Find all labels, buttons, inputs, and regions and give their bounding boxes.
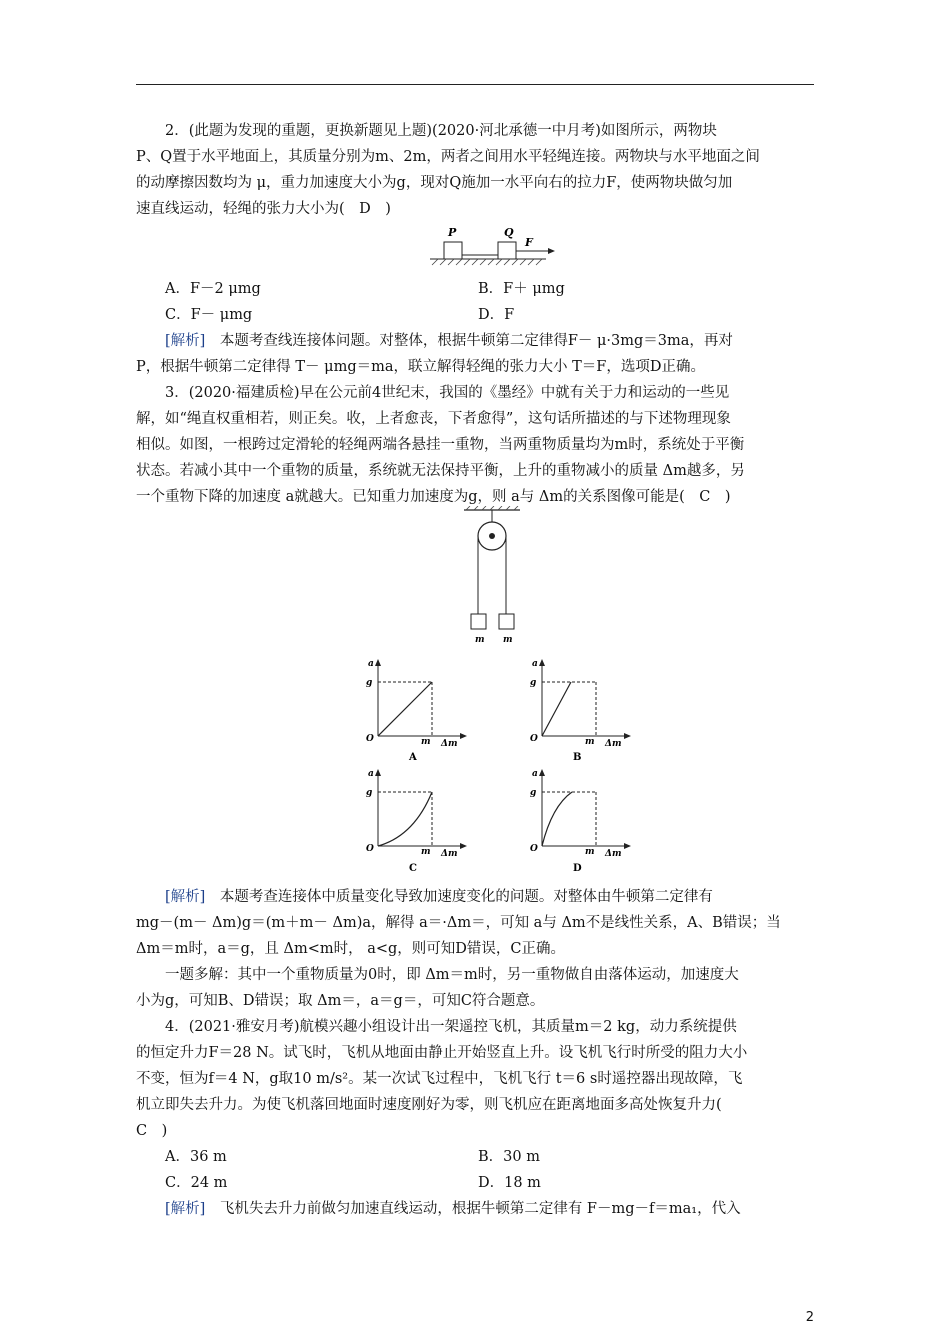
graph-b-label: B [573,752,582,763]
svg-text:m: m [421,737,431,747]
q2-line-2: P、Q置于水平地面上，其质量分别为m、2m，两者之间用水平轻绳连接。两物块与水平地面之间 [136,149,760,165]
q3-line-4: 状态。若减小其中一个重物的质量，系统就无法保持平衡，上升的重物减小的质量 Δm越多，另 [136,463,745,479]
svg-text:g: g [366,788,373,798]
q2-line-1: 2．(此题为发现的重题，更换新题见上题)(2020·河北承德一中月考)如图所示，两物块 [165,123,717,139]
svg-text:m: m [585,737,595,747]
svg-text:Δm: Δm [441,849,458,859]
q2-explain-line-2: P，根据牛顿第二定律得 T－ μmg＝ma，联立解得轻绳的张力大小 T＝F，选项D正确。 [136,359,705,375]
force-f-label: F [525,236,533,249]
q3-more-line-1: 一题多解：其中一个重物质量为0时，即 Δm＝m时，另一重物做自由落体运动，加速度大 [165,967,739,983]
q4-line-2: 的恒定升力F＝28 N。试飞时，飞机从地面由静止开始竖直上升。设飞机飞行时所受的阻力大小 [136,1045,748,1061]
q3-explain-line-2: mg－(m－ Δm)g＝(m＋m－ Δm)a，解得 a＝·Δm＝，可知 a与 Δm不是线性关系，A、B错误；当 [136,915,781,931]
q2-blocks-figure [428,224,558,274]
graph-a [362,656,472,764]
block-q-label: Q [504,226,514,239]
block-p [444,242,462,259]
q2-line-4: 速直线运动，轻绳的张力大小为( D ) [136,201,391,217]
svg-text:Δm: Δm [605,849,622,859]
graph-a-label: A [409,752,417,763]
block-q [498,242,516,259]
q4-line-5: C ) [136,1123,168,1139]
svg-text:g: g [366,678,373,688]
graph-d-curve [542,792,572,846]
q4-option-c: C．24 m [165,1175,228,1191]
q4-explain-tag: [解析] [165,1201,206,1217]
header-rule [136,84,814,85]
q4-explain-line-1: [解析] 飞机失去升力前做匀加速直线运动，根据牛顿第二定律有 F－mg－f＝ma₁，代入 [165,1201,741,1217]
block-p-label: P [448,226,457,239]
q2-option-c: C．F－ μmg [165,307,253,323]
svg-text:O: O [530,844,538,854]
q2-options-row-2 [136,302,843,328]
weight-left [471,614,486,629]
graph-c-curve [378,792,432,846]
svg-text:m: m [585,847,595,857]
q3-explain-line-1: [解析] 本题考查连接体中质量变化导致加速度变化的问题。对整体由牛顿第二定律有 [165,889,713,905]
svg-text:a: a [368,769,374,779]
svg-text:m: m [421,847,431,857]
svg-text:O: O [366,734,374,744]
svg-text:O: O [530,734,538,744]
q3-pulley-figure [462,506,522,648]
page-number: 2 [805,1310,814,1325]
svg-text:a: a [532,659,538,669]
svg-text:g: g [530,788,537,798]
q3-line-3: 相似。如图，一根跨过定滑轮的轻绳两端各悬挂一重物，当两重物质量均为m时，系统处于平衡 [136,437,745,453]
svg-text:O: O [366,844,374,854]
q4-option-d: D．18 m [478,1175,541,1191]
q4-option-a: A．36 m [165,1149,227,1165]
q3-line-2: 解，如“绳直权重相若，则正矣。收，上者愈丧，下者愈得”，这句话所描述的与下述物理现象 [136,411,731,427]
q3-explain-tag: [解析] [165,889,206,905]
svg-text:Δm: Δm [441,739,458,749]
q2-options-row-1 [136,276,843,302]
q3-more-line-2: 小为g，可知B、D错误；取 Δm＝，a＝g＝，可知C符合题意。 [136,993,545,1009]
svg-text:a: a [368,659,374,669]
q2-option-a: A．F－2 μmg [165,281,261,297]
graph-b-curve [542,682,571,736]
weight-right [499,614,514,629]
q4-line-3: 不变，恒为f＝4 N，g取10 m/s²。某一次试飞过程中，飞机飞行 t＝6 s时遥控器出现故障，飞 [136,1071,743,1087]
q4-line-4: 机立即失去升力。为使飞机落回地面时速度刚好为零，则飞机应在距离地面多高处恢复升力( [136,1097,722,1113]
graph-b [526,656,636,764]
svg-text:a: a [532,769,538,779]
graph-c [362,766,472,876]
graph-d-label: D [573,863,582,874]
q3-line-5: 一个重物下降的加速度 a就越大。已知重力加速度为g，则 a与 Δm的关系图像可能是( C ) [136,489,731,505]
q2-explain-line-1: [解析] 本题考查线连接体问题。对整体，根据牛顿第二定律得F－ μ·3mg＝3ma，再对 [165,333,733,349]
q2-explain-tag: [解析] [165,333,206,349]
q3-line-1: 3．(2020·福建质检)早在公元前4世纪末，我国的《墨经》中就有关于力和运动的一些见 [165,385,730,401]
weight-right-label: m [503,635,513,645]
q4-option-b: B．30 m [478,1149,540,1165]
q4-line-1: 4．(2021·雅安月考)航模兴趣小组设计出一架遥控飞机，其质量m＝2 kg，动力系统提供 [165,1019,737,1035]
graph-a-curve [378,682,432,736]
q2-line-3: 的动摩擦因数均为 μ，重力加速度大小为g，现对Q施加一水平向右的拉力F，使两物块做匀加 [136,175,733,191]
q3-explain-line-3: Δm＝m时，a＝g，且 Δm<m时， a<g，则可知D错误，C正确。 [136,941,566,957]
q2-option-d: D．F [478,307,515,323]
q2-option-b: B．F＋ μmg [478,281,565,297]
weight-left-label: m [475,635,485,645]
q4-options-row-1 [136,1144,843,1170]
svg-text:Δm: Δm [605,739,622,749]
svg-text:g: g [530,678,537,688]
graph-c-label: C [409,863,417,874]
q4-options-row-2 [136,1170,843,1196]
graph-d [526,766,636,876]
